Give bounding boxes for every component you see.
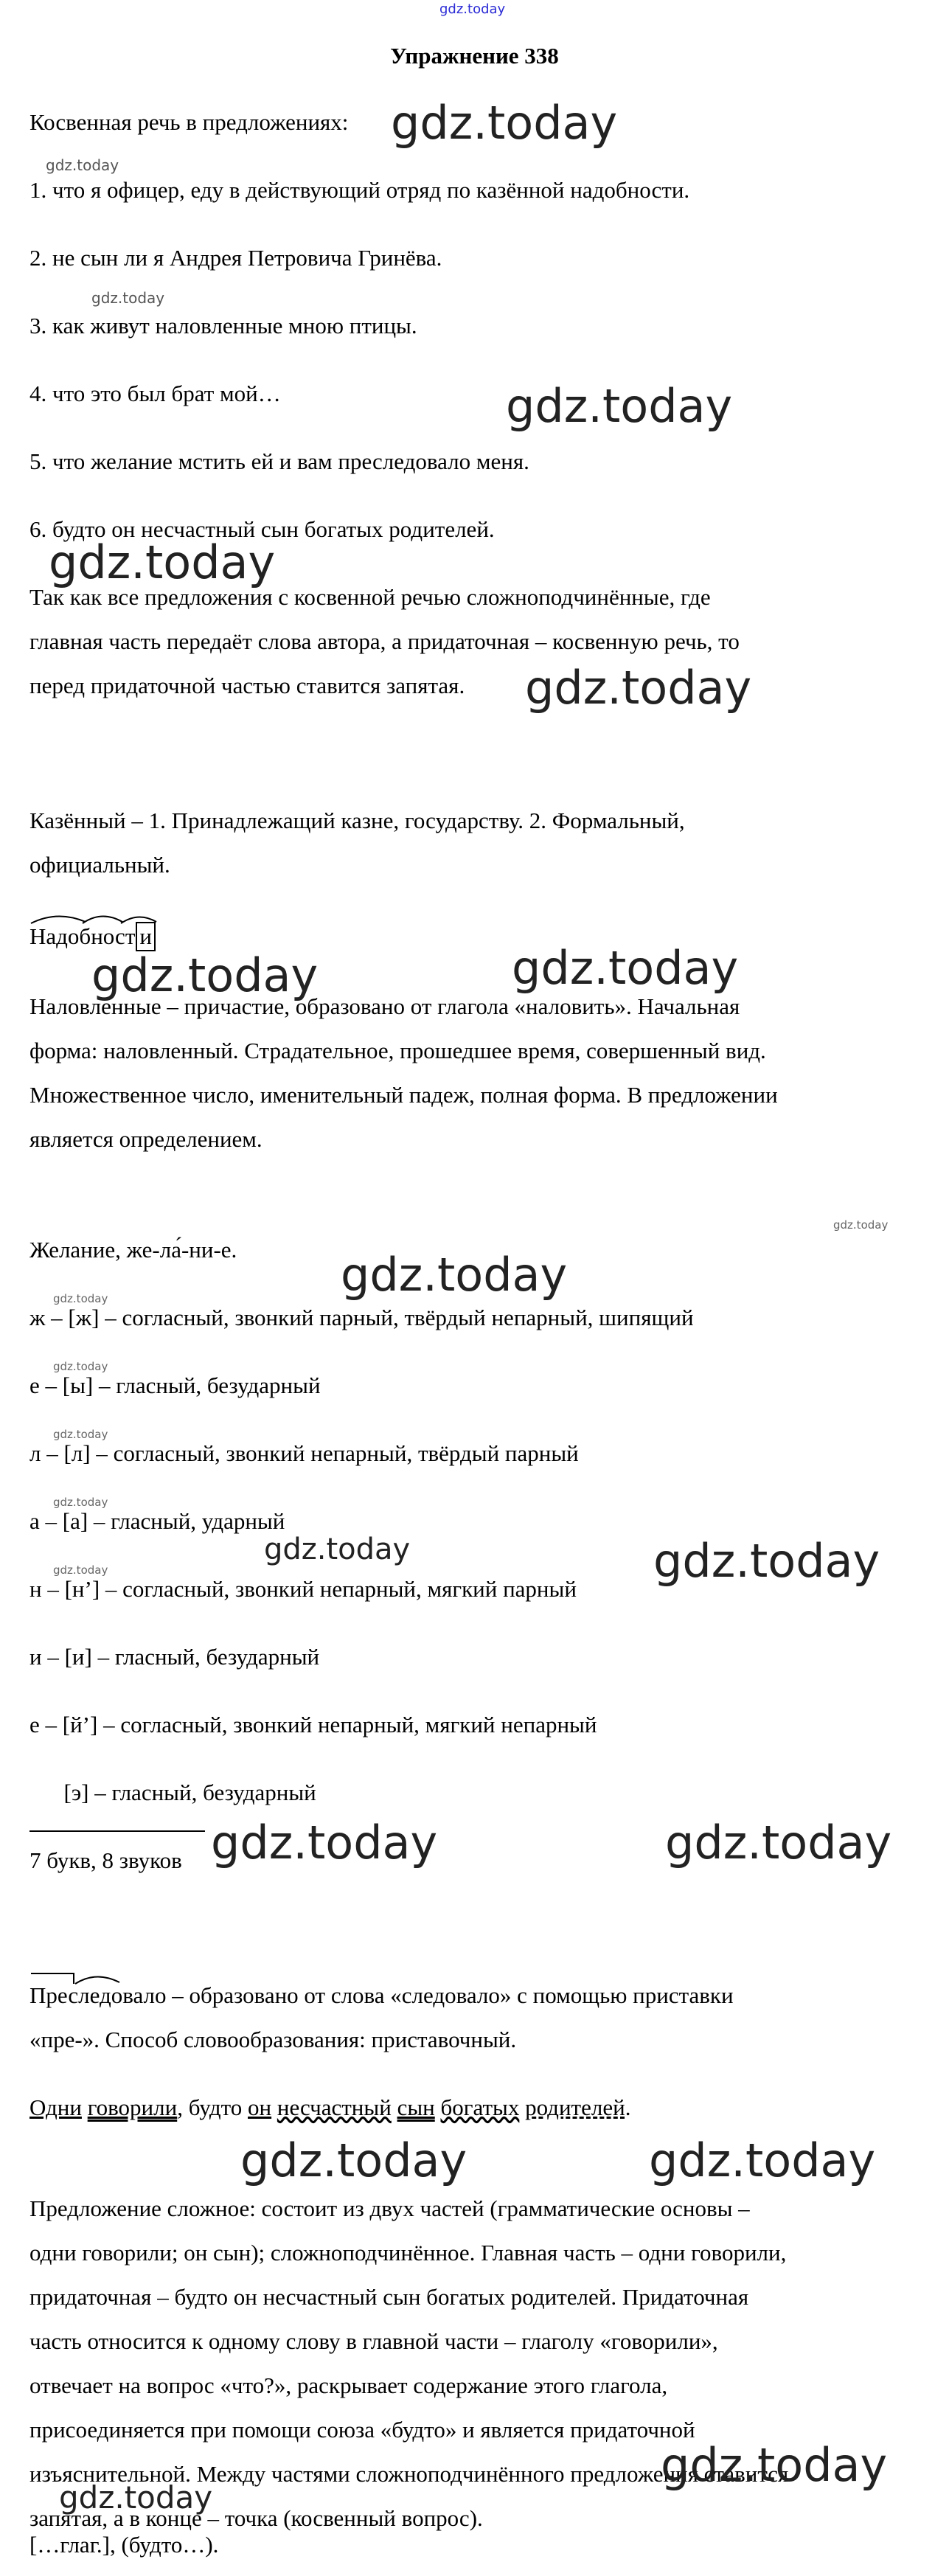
watermark: gdz.today <box>512 941 739 995</box>
watermark: gdz.today <box>53 1496 108 1509</box>
phonetic-line: н – [н’] – согласный, звонкий непарный, мягкий парный <box>29 1576 577 1602</box>
watermark: gdz.today <box>211 1816 438 1869</box>
list-item: 1. что я офицер, еду в действующий отряд по казённой надобности. <box>29 177 690 203</box>
watermark: gdz.today <box>53 1563 108 1577</box>
watermark: gdz.today <box>46 156 119 174</box>
sentence-scheme: […глаг.], (будто…). <box>29 2532 219 2558</box>
watermark-top: gdz.today <box>439 1 506 17</box>
sentence-punct <box>82 2094 88 2120</box>
word-ending: и <box>136 922 156 951</box>
phonetic-line: е – [ы] – гласный, безударный <box>29 1372 321 1398</box>
analysis-line: изъяснительной. Между частями сложноподчинённого предложения ставится <box>29 2461 789 2487</box>
explanation-line: перед придаточной частью ставится запятая. <box>29 673 465 698</box>
phonetic-summary: 7 букв, 8 звуков <box>29 1847 182 1873</box>
watermark: gdz.today <box>506 379 733 433</box>
analysis-line: придаточная – будто он несчастный сын богатых родителей. Придаточная <box>29 2284 749 2310</box>
watermark: gdz.today <box>264 1532 411 1566</box>
sentence-word: будто <box>188 2094 243 2120</box>
watermark: gdz.today <box>53 1428 108 1441</box>
sentence-word: сын <box>397 2094 435 2120</box>
watermark: gdz.today <box>59 2479 213 2516</box>
watermark: gdz.today <box>525 661 752 715</box>
sentence-punct: . <box>625 2094 631 2120</box>
phonetic-line: а – [а] – гласный, ударный <box>29 1508 285 1534</box>
list-item: 6. будто он несчастный сын богатых родителей. <box>29 516 495 542</box>
definition-line: «пре-». Способ словообразования: приставочный. <box>29 2027 517 2052</box>
sentence-word: богатых <box>440 2094 520 2120</box>
watermark: gdz.today <box>649 2134 876 2187</box>
watermark: gdz.today <box>391 96 618 150</box>
definition-line: Казённый – 1. Принадлежащий казне, государству. 2. Формальный, <box>29 808 685 833</box>
sentence-word: он <box>248 2094 272 2120</box>
analysis-line: Предложение сложное: состоит из двух частей (грамматические основы – <box>29 2195 750 2221</box>
sentence-punct <box>242 2094 248 2120</box>
watermark: gdz.today <box>53 1292 108 1305</box>
list-item: 2. не сын ли я Андрея Петровича Гринёва. <box>29 245 442 271</box>
word-stem: Надобност <box>29 923 136 949</box>
analysis-line: присоединяется при помощи союза «будто» и является придаточной <box>29 2417 695 2443</box>
watermark: gdz.today <box>661 2438 888 2492</box>
watermark: gdz.today <box>341 1248 568 1302</box>
sentence-word: родителей <box>525 2094 625 2120</box>
phonetic-line: е – [й’] – согласный, звонкий непарный, мягкий непарный <box>29 1712 597 1737</box>
definition-line: является определением. <box>29 1126 263 1152</box>
watermark: gdz.today <box>665 1816 892 1869</box>
sentence-punct <box>435 2094 441 2120</box>
prefix-mark <box>28 1969 131 1985</box>
definition-line: официальный. <box>29 852 170 878</box>
definition-line: Преследовало – образовано от слова «следовало» с помощью приставки <box>29 1982 734 2008</box>
morpheme-word <box>29 922 156 951</box>
phonetic-heading: Желание, же-ла́-ни-е. <box>29 1237 237 1263</box>
analysis-line: запятая, а в конце – точка (косвенный вопрос). <box>29 2505 483 2531</box>
list-item: 3. как живут наловленные мною птицы. <box>29 313 417 339</box>
watermark: gdz.today <box>91 948 319 1002</box>
sentence-punct <box>519 2094 525 2120</box>
watermark: gdz.today <box>653 1534 880 1588</box>
phonetic-line: ж – [ж] – согласный, звонкий парный, твёрдый непарный, шипящий <box>29 1305 694 1330</box>
sentence-punct: , <box>177 2094 189 2120</box>
watermark: gdz.today <box>240 2134 467 2187</box>
analysis-line: часть относится к одному слову в главной части – глаголу «говорили», <box>29 2328 718 2354</box>
page-title: Упражнение 338 <box>390 43 559 69</box>
summary-rule <box>29 1830 205 1832</box>
explanation-line: главная часть передаёт слова автора, а придаточная – косвенную речь, то <box>29 628 740 654</box>
analysis-line: одни говорили; он сын); сложноподчинённое. Главная часть – одни говорили, <box>29 2240 787 2266</box>
sentence-punct <box>392 2094 397 2120</box>
watermark: gdz.today <box>833 1218 889 1232</box>
morpheme-arcs <box>28 909 168 925</box>
sentence-punct <box>271 2094 277 2120</box>
definition-line: Наловленные – причастие, образовано от глагола «наловить». Начальная <box>29 993 740 1019</box>
phonetic-line: и – [и] – гласный, безударный <box>29 1644 320 1670</box>
watermark: gdz.today <box>49 535 276 589</box>
analysis-line: отвечает на вопрос «что?», раскрывает содержание этого глагола, <box>29 2372 668 2398</box>
list-item: 4. что это был брат мой… <box>29 381 281 406</box>
sentence-word: говорили <box>87 2094 178 2120</box>
intro-line: Косвенная речь в предложениях: <box>29 109 349 135</box>
definition-line: Множественное число, именительный падеж, полная форма. В предложении <box>29 1082 778 1108</box>
list-item: 5. что желание мстить ей и вам преследовало меня. <box>29 448 529 474</box>
definition-line: форма: наловленный. Страдательное, прошедшее время, совершенный вид. <box>29 1038 766 1063</box>
phonetic-line: [э] – гласный, безударный <box>29 1780 316 1805</box>
sentence-word: Одни <box>29 2094 82 2120</box>
explanation-line: Так как все предложения с косвенной речью сложноподчинённые, где <box>29 584 711 610</box>
watermark: gdz.today <box>91 289 165 307</box>
parsed-sentence <box>29 2094 630 2121</box>
watermark: gdz.today <box>53 1360 108 1373</box>
sentence-word: несчастный <box>277 2094 392 2120</box>
phonetic-line: л – [л] – согласный, звонкий непарный, твёрдый парный <box>29 1440 579 1466</box>
